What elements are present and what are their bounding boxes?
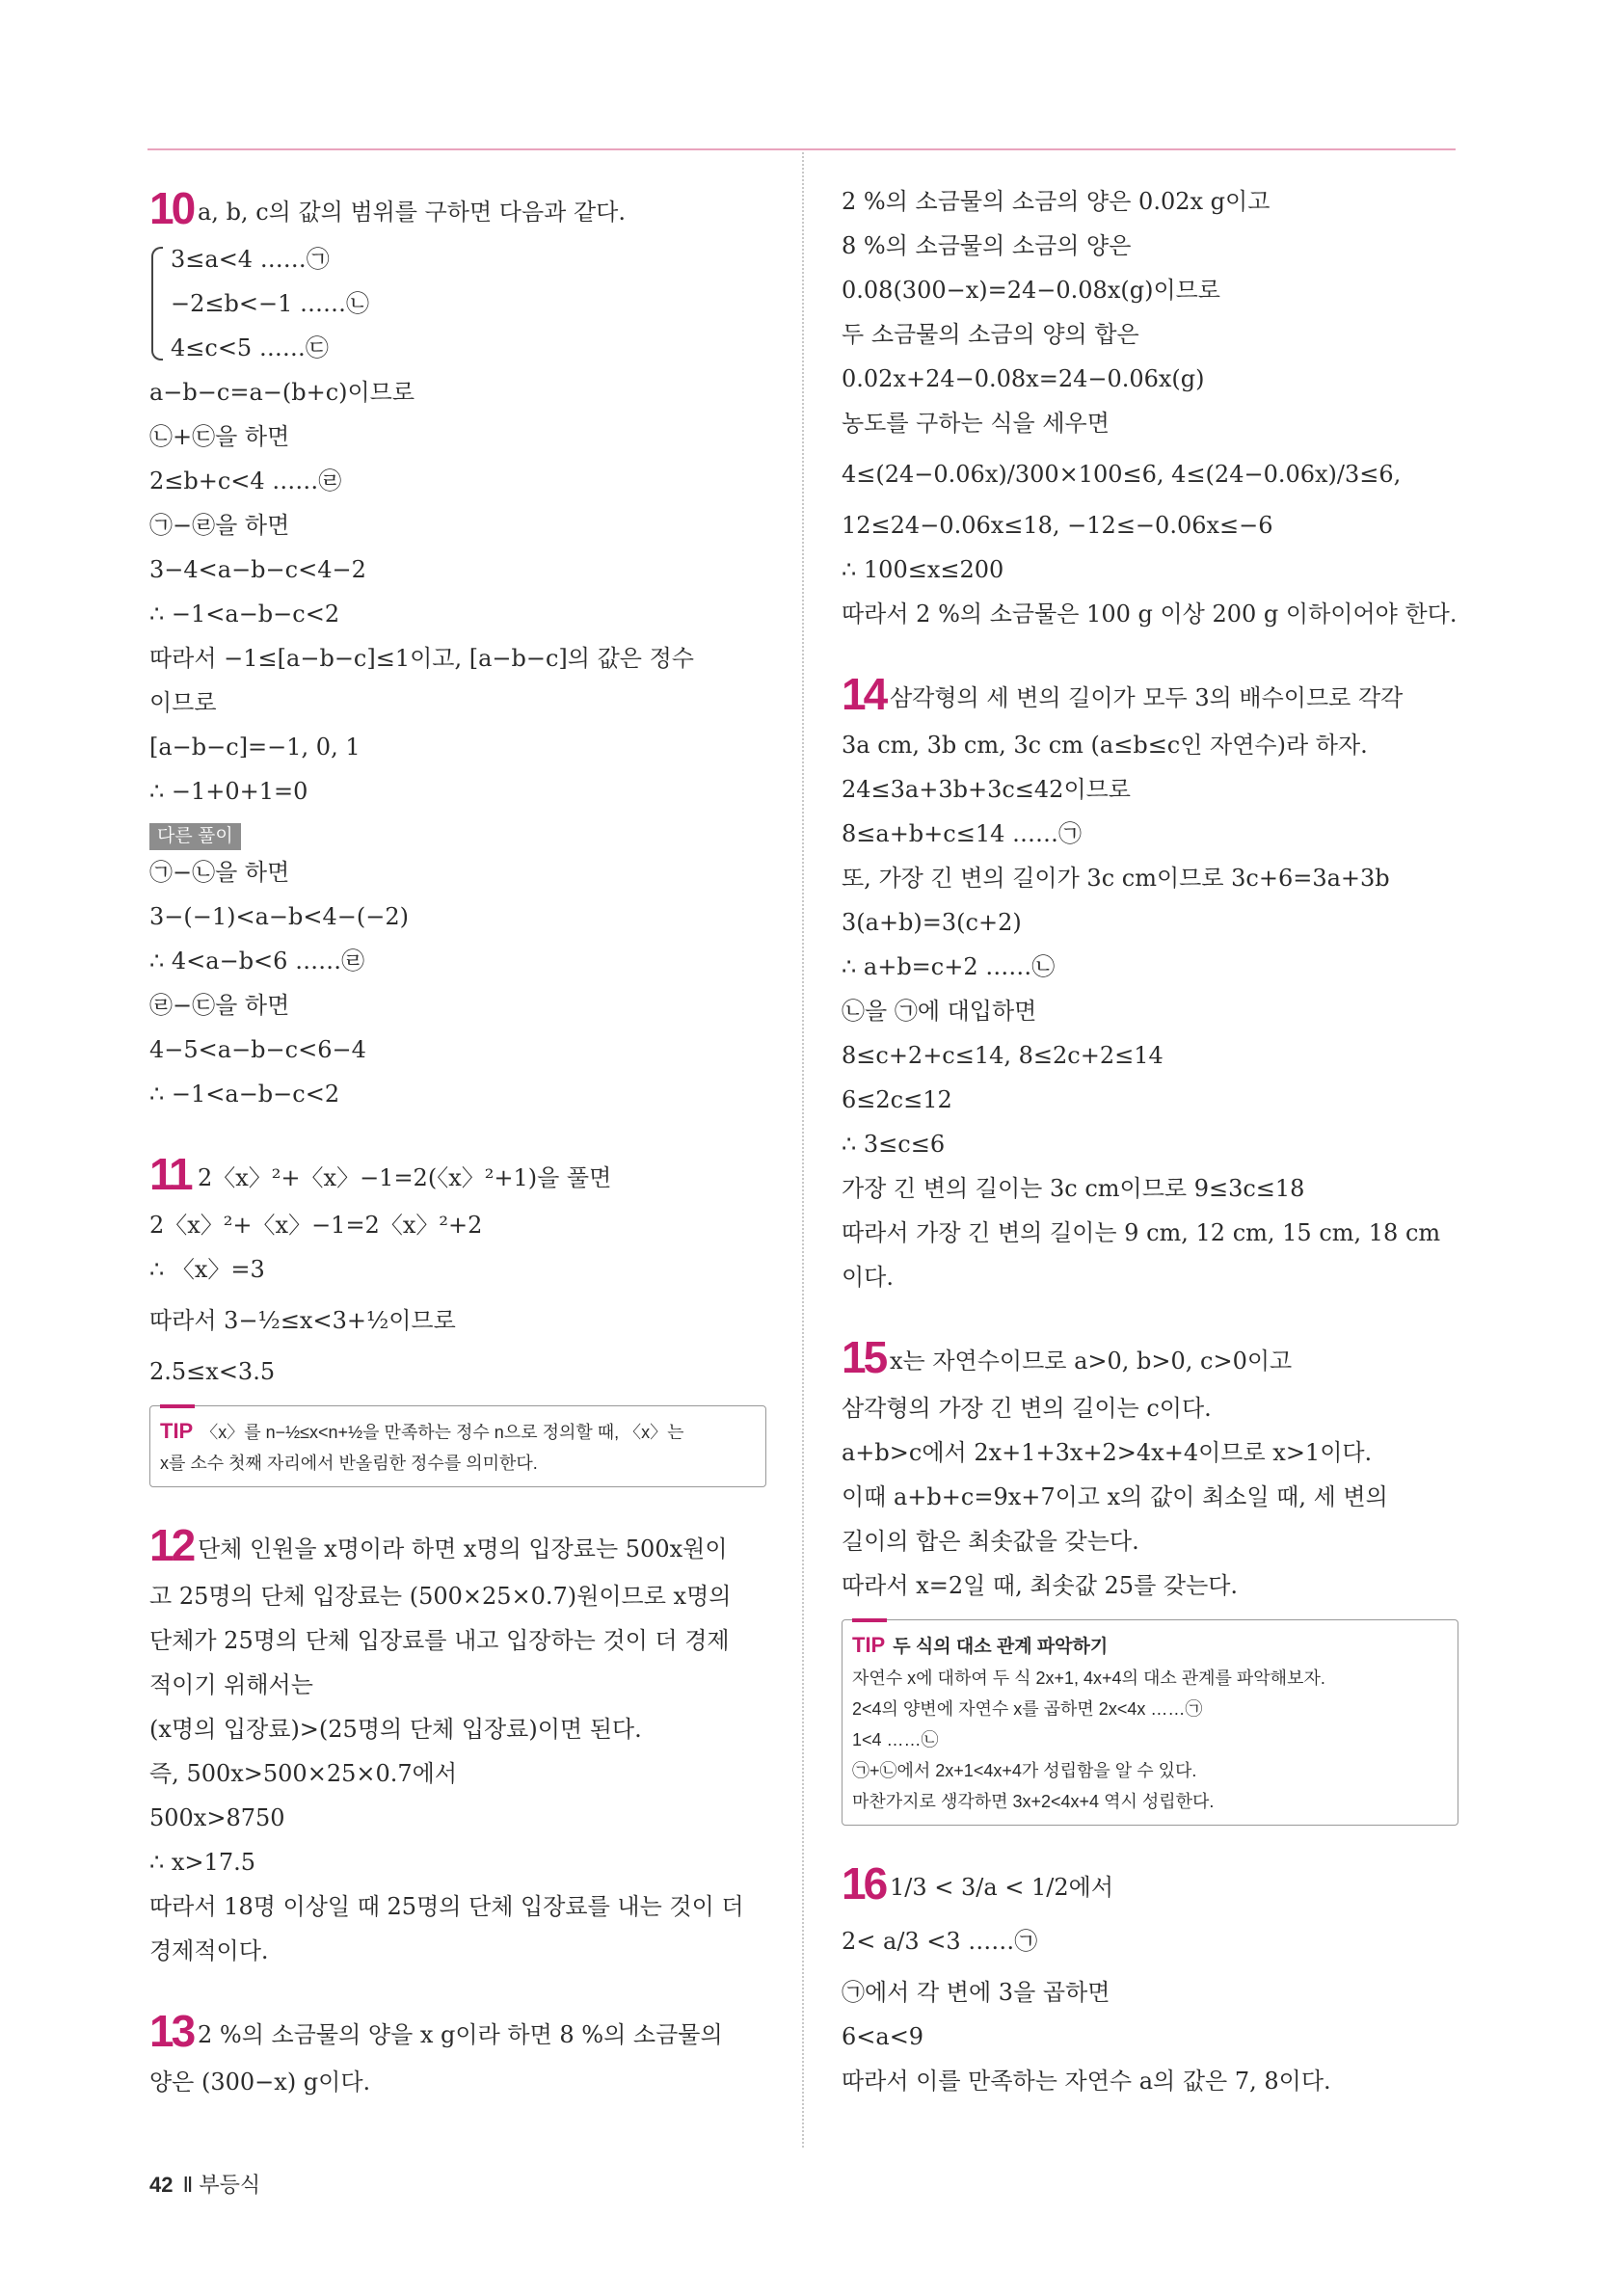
problem-number: 10 bbox=[149, 183, 194, 233]
tip-label: TIP bbox=[852, 1633, 886, 1657]
tip-box: TIP 〈x〉를 n−½≤x<n+½을 만족하는 정수 n으로 정의할 때, 〈x〉는 x를 소수 첫째 자리에서 반올림한 정수를 의미한다. bbox=[149, 1405, 766, 1487]
problem-number: 16 bbox=[842, 1858, 886, 1909]
problem-number: 14 bbox=[842, 669, 886, 719]
inequality-system: 3≤a<4 ……㉠ −2≤b<−1 ……㉡ 4≤c<5 ……㉢ bbox=[149, 237, 766, 370]
problem-number: 15 bbox=[842, 1332, 886, 1382]
problem-15: 15 x는 자연수이므로 a>0, b>0, c>0이고 삼각형의 가장 긴 변의 길이는 c이다. a+b>c에서 2x+1+3x+2>4x+4이므로 x>1이다. 이때 a+b+c=9x+7이고 x의 값이 최소일 때, 세 변의 길이의 합은 최솟값을 갖는다. 따라서 x=2일 때, 최솟값 25를 갖는다. TIP 두 식의 대소 관계 파악하기 자연수 x에 대하여 두 식 2x+1, 4x+4의 대소 관계를 파악해보자. 2<4의 양변에 자연수 x를 곱하면 2x<4x ……㉠ 1<4 ……㉡ ㉠+㉡에서 2x+1<4x+4가 성립함을 알 수 있다. 마찬가지로 생각하면 3x+2<4x+4 역시 성립한다. bbox=[842, 1328, 1458, 1826]
problem-13: 13 2 %의 소금물의 양을 x g이라 하면 8 %의 소금물의 양은 (300−x) g이다. bbox=[149, 2002, 766, 2104]
problem-14: 14 삼각형의 세 변의 길이가 모두 3의 배수이므로 각각 3a cm, 3b cm, 3c cm (a≤b≤c인 자연수)라 하자. 24≤3a+3b+3c≤42이므로 8≤a+b+c≤14 ……㉠ 또, 가장 긴 변의 길이가 3c cm이므로 3c+6=3a+3b 3(a+b)=3(c+2) ∴ a+b=c+2 ……㉡ ㉡을 ㉠에 대입하면 8≤c+2+c≤14, 8≤2c+2≤14 6≤2c≤12 ∴ 3≤c≤6 가장 긴 변의 길이는 3c cm이므로 9≤3c≤18 따라서 가장 긴 변의 길이는 9 cm, 12 cm, 15 cm, 18 cm 이다. bbox=[842, 665, 1458, 1299]
tip-box: TIP 두 식의 대소 관계 파악하기 자연수 x에 대하여 두 식 2x+1, 4x+4의 대소 관계를 파악해보자. 2<4의 양변에 자연수 x를 곱하면 2x<4x ……㉠ 1<4 ……㉡ ㉠+㉡에서 2x+1<4x+4가 성립함을 알 수 있다. 마찬가지로 생각하면 3x+2<4x+4 역시 성립한다. bbox=[842, 1619, 1458, 1826]
alt-solution-tag: 다른 풀이 bbox=[149, 823, 241, 850]
page-footer bbox=[149, 2169, 260, 2199]
problem-12: 12 단체 인원을 x명이라 하면 x명의 입장료는 500x원이 고 25명의 단체 입장료는 (500×25×0.7)원이므로 x명의 단체가 25명의 단체 입장료를 내고 입장하는 것이 더 경제 적이기 위해서는 (x명의 입장료)>(25명의 단체 입장료)이면 된다. 즉, 500x>500×25×0.7에서 500x>8750 ∴ x>17.5 따라서 18명 이상일 때 25명의 단체 입장료를 내는 것이 더 경제적이다. bbox=[149, 1516, 766, 1973]
problem-10: 10 a, b, c의 값의 범위를 구하면 다음과 같다. 3≤a<4 ……㉠ −2≤b<−1 ……㉡ 4≤c<5 ……㉢ a−b−c=a−(b+c)이므로 ㉡+㉢을 하면 2≤b+c<4 ……㉣ ㉠−㉣을 하면 3−4<a−b−c<4−2 ∴ −1<a−b−c<2 따라서 −1≤[a−b−c]≤1이고, [a−b−c]의 값은 정수 이므로 [a−b−c]=−1, 0, 1 ∴ −1+0+1=0 다른 풀이 ㉠−㉡을 하면 3−(−1)<a−b<4−(−2) ∴ 4<a−b<6 ……㉣ ㉣−㉢을 하면 4−5<a−b−c<6−4 ∴ −1<a−b−c<2 bbox=[149, 179, 766, 1116]
page-number: 42 bbox=[149, 2173, 174, 2197]
right-column bbox=[842, 179, 1458, 2103]
tip-label: TIP bbox=[160, 1419, 194, 1443]
problem-13-continued: 2 %의 소금물의 소금의 양은 0.02x g이고 8 %의 소금물의 소금의 양은 0.08(300−x)=24−0.08x(g)이므로 두 소금물의 소금의 양의 합은 0.02x+24−0.08x=24−0.06x(g) 농도를 구하는 식을 세우면 4≤(24−0.06x)/300×100≤6, 4≤(24−0.06x)/3≤6, 12≤24−0.06x≤18, −12≤−0.06x≤−6 ∴ 100≤x≤200 따라서 2 %의 소금물은 100 g 이상 200 g 이하이어야 한다. bbox=[842, 188, 1458, 627]
problem-number: 11 bbox=[149, 1149, 191, 1199]
problem-number: 12 bbox=[149, 1520, 194, 1570]
tip-title: 두 식의 대소 관계 파악하기 bbox=[893, 1637, 1109, 1657]
problem-number: 13 bbox=[149, 2006, 194, 2056]
problem-16: 16 1/3 < 3/a < 1/2에서 2< a/3 <3 ……㉠ ㉠에서 각 변에 3을 곱하면 6<a<9 따라서 이를 만족하는 자연수 a의 값은 7, 8이다. bbox=[842, 1855, 1458, 2103]
column-divider bbox=[802, 152, 804, 2148]
brace bbox=[151, 247, 163, 360]
chapter-title: Ⅱ 부등식 bbox=[182, 2173, 261, 2197]
header-rule bbox=[147, 148, 1456, 150]
left-column bbox=[149, 179, 766, 2104]
problem-11: 11 2〈x〉²+〈x〉−1=2(〈x〉²+1)을 풀면 2〈x〉²+〈x〉−1=2〈x〉²+2 ∴ 〈x〉=3 따라서 3−½≤x<3+½이므로 2.5≤x<3.5 TIP 〈x〉를 n−½≤x<n+½을 만족하는 정수 n으로 정의할 때, 〈x〉는 x를 소수 첫째 자리에서 반올림한 정수를 의미한다. bbox=[149, 1145, 766, 1487]
